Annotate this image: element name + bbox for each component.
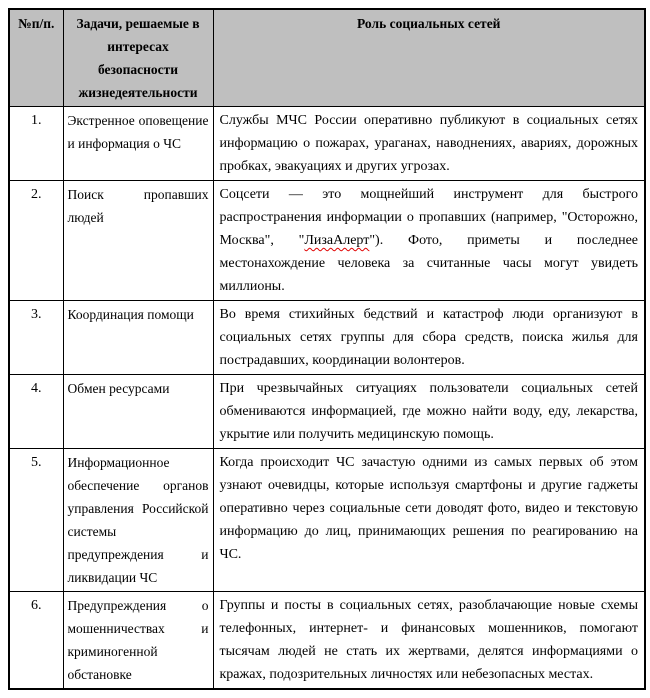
task-cell: Координация помощи [63, 301, 213, 375]
row-number: 3. [9, 301, 63, 375]
table-row [9, 592, 645, 690]
row-number: 5. [9, 449, 63, 592]
role-cell [213, 181, 645, 301]
header-row [9, 9, 645, 107]
task-cell: Информационное обеспечение органов управления Российской системы предупреждения и ликвидации ЧС [63, 449, 213, 592]
header-cell-tasks: Задачи, решаемые в интересах безопасности жизнедеятельности [63, 9, 213, 107]
header-cell-role: Роль социальных сетей [213, 9, 645, 107]
role-cell: Службы МЧС России оперативно публикуют в социальных сетях информацию о пожарах, ураганах, наводнениях, авариях, дорожных пробках, эвакуациях и других угрозах. [213, 107, 645, 181]
row-number: 4. [9, 375, 63, 449]
task-cell: Предупреждения о мошенничествах и криминогенной обстановке [63, 592, 213, 690]
table-row [9, 107, 645, 181]
table-row [9, 375, 645, 449]
table-row [9, 181, 645, 301]
role-cell: При чрезвычайных ситуациях пользователи социальных сетей обмениваются информацией, где можно найти воду, еду, лекарства, укрытие или получить медицинскую помощь. [213, 375, 645, 449]
misspelled-word: ЛизаАлерт [304, 233, 370, 248]
social-networks-role-table [8, 8, 646, 690]
row-number: 2. [9, 181, 63, 301]
role-cell: Когда происходит ЧС зачастую одними из самых первых об этом узнают очевидцы, которые используя смартфоны и другие гаджеты оперативно через социальные сети доводят фото, видео и текстовую информацию до лиц, принимающих решения по реагированию на ЧС. [213, 449, 645, 592]
row-number: 6. [9, 592, 63, 690]
task-cell: Обмен ресурсами [63, 375, 213, 449]
role-cell: Группы и посты в социальных сетях, разоблачающие новые схемы телефонных, интернет- и финансовых мошенников, помогают тысячам людей не стать их жертвами, делятся информациями о кражах, подозрительных личностях или небезопасных местах. [213, 592, 645, 690]
table-row [9, 301, 645, 375]
row-number: 1. [9, 107, 63, 181]
role-text-segment: "). Фото, приметы и последнее местонахождение человека за считанные часы могут увидеть миллионы. [219, 233, 638, 294]
role-cell: Во время стихийных бедствий и катастроф люди организуют в социальных сетях группы для сбора средств, поиска жилья для пострадавших, координации волонтеров. [213, 301, 645, 375]
header-cell-num: №п/п. [9, 9, 63, 107]
role-text-segment: Соцсети — это мощнейший инструмент для быстрого распространения информации о пропавших (например, "Осторожно, Москва", " [219, 187, 638, 248]
task-cell: Поиск пропавших людей [63, 181, 213, 301]
task-cell: Экстренное оповещение и информация о ЧС [63, 107, 213, 181]
table-row [9, 449, 645, 592]
